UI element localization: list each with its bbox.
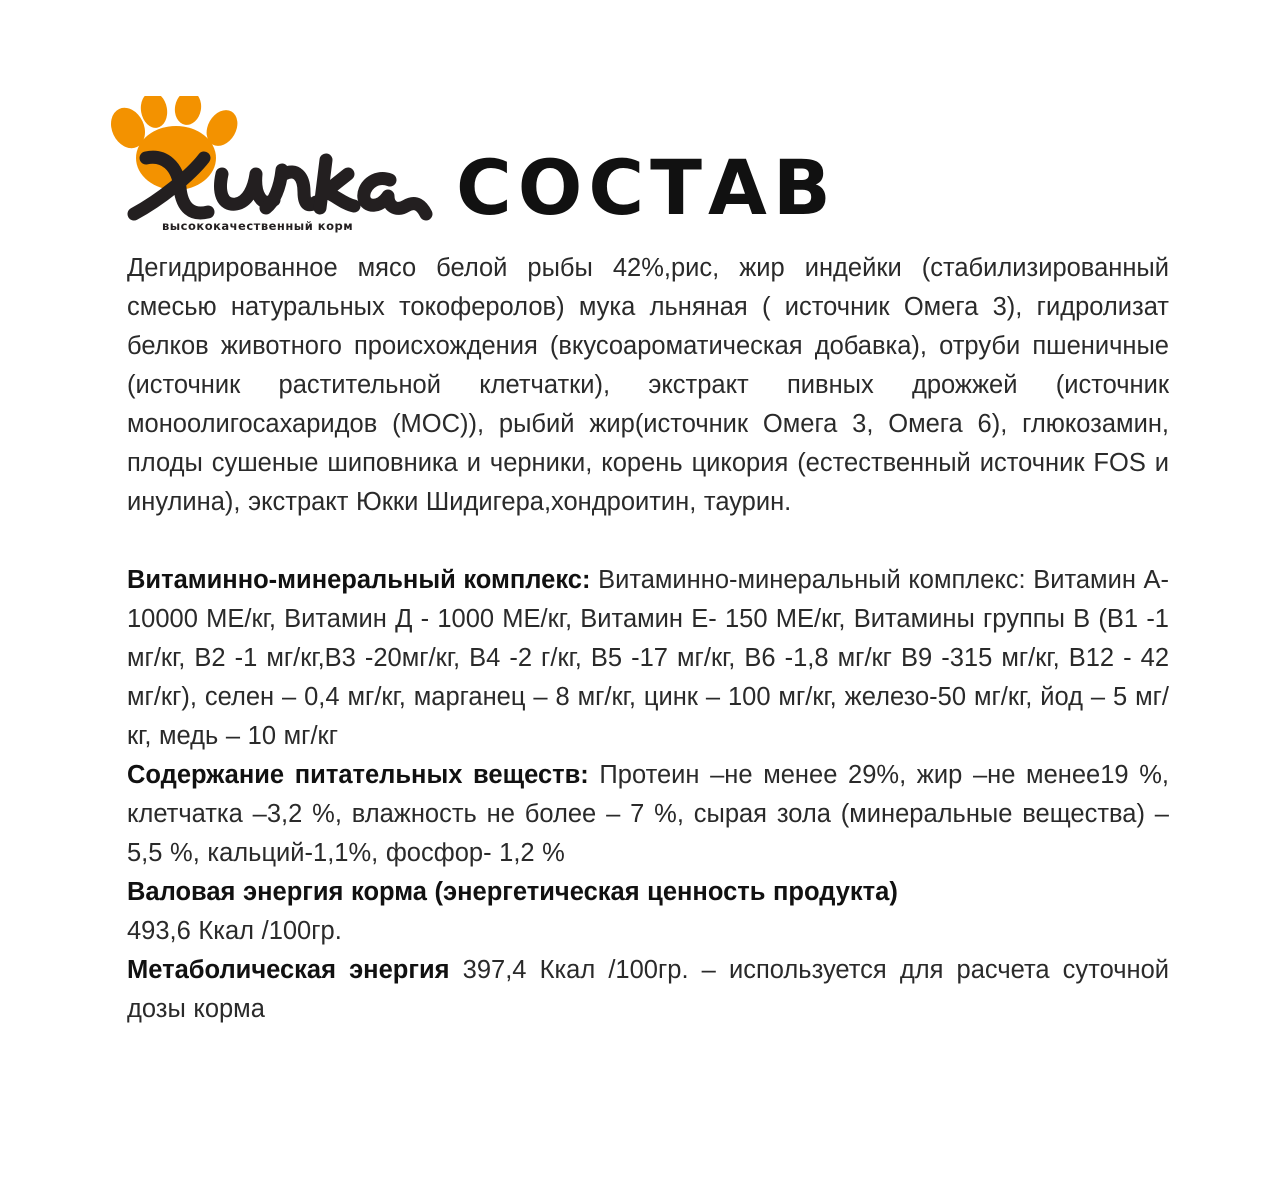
nutrients-label: Содержание питательных веществ:	[127, 761, 589, 789]
content	[127, 249, 1169, 1029]
page-title: СОСТАВ	[456, 143, 837, 232]
gross-energy-value-paragraph	[127, 912, 1169, 951]
nutrients-text: Протеин –не менее 29%, жир –не менее19 %, клетчатка –3,2 %, влажность не более – 7 %, сырая зола (минеральные вещества) – 5,5 %, кальций-1,1%, фосфор- 1,2 %	[127, 761, 1169, 867]
gross-energy-value: 493,6 Ккал /100гр.	[127, 917, 342, 945]
logo-tagline: высококачественный корм	[162, 219, 354, 233]
metabolic-energy-text: 397,4 Ккал /100гр. – используется для расчета суточной дозы корма	[127, 956, 1169, 1023]
brand-logo	[104, 96, 434, 246]
paw-logo-icon	[104, 96, 434, 246]
vitamins-label: Витаминно-минеральный комплекс:	[127, 566, 591, 594]
vitamins-text: Витаминно-минеральный комплекс: Витамин А- 10000 МЕ/кг, Витамин Д - 1000 МЕ/кг, Витамин Е- 150 МЕ/кг, Витамины группы В (В1 -1 мг/кг, В2 -1 мг/кг,В3 -20мг/кг, В4 -2 г/кг, В5 -17 мг/кг, В6 -1,8 мг/кг В9 -315 мг/кг, В12 - 42 мг/кг), селен – 0,4 мг/кг, марганец – 8 мг/кг, цинк – 100 мг/кг, железо-50 мг/кг, йод – 5 мг/кг, медь – 10 мг/кг	[127, 566, 1169, 750]
gross-energy-label: Валовая энергия корма (энергетическая ценность продукта)	[127, 878, 898, 906]
composition-paragraph	[127, 249, 1169, 522]
metabolic-energy-label: Метаболическая энергия	[127, 956, 450, 984]
vitamins-paragraph	[127, 561, 1169, 756]
composition-text: Дегидрированное мясо белой рыбы 42%,рис, жир индейки (стабилизированный смесью натуральных токоферолов) мука льняная ( источник Омега 3), гидролизат белков животного происхождения (вкусоароматическая добавка), отруби пшеничные (источник растительной клетчатки), экстракт пивных дрожжей (источник моноолигосахаридов (МОС)), рыбий жир(источник Омега 3, Омега 6), глюкозамин, плоды сушеные шиповника и черники, корень цикория (естественный источник FOS и инулина), экстракт Юкки Шидигера,хондроитин, таурин.	[127, 254, 1169, 516]
nutrients-paragraph	[127, 756, 1169, 873]
gross-energy-paragraph	[127, 873, 1169, 912]
metabolic-energy-paragraph	[127, 951, 1169, 1029]
header	[104, 96, 864, 246]
